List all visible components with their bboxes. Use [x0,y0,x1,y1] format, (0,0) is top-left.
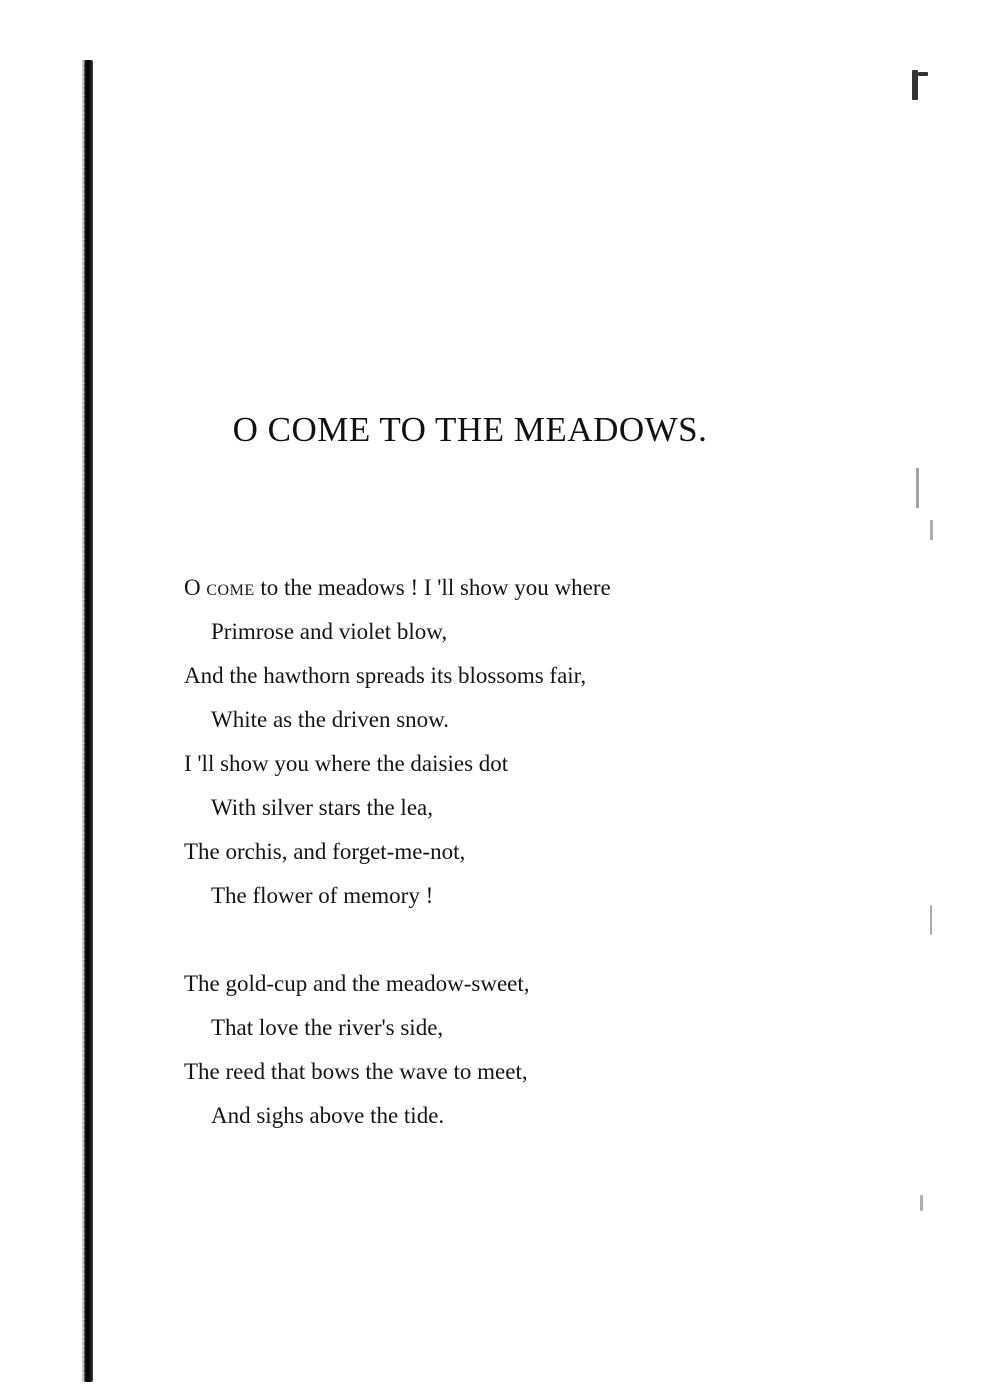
line-lead: O [184,575,207,600]
poem-line: That love the river's side, [211,1015,444,1040]
poem-line: With silver stars the lea, [211,795,433,820]
print-speck [916,468,919,508]
poem-line: White as the driven snow. [211,707,450,732]
poem-line: The flower of memory ! [211,883,434,908]
print-speck [920,1195,923,1211]
poem-line: I 'll show you where the daisies dot [184,751,509,776]
print-speck [930,905,932,935]
print-speck [930,520,933,540]
poem-line [184,566,824,610]
poem-line: The gold-cup and the meadow-sweet, [184,971,530,996]
poem-title: O COME TO THE MEADOWS. [232,410,708,449]
poem-body [184,566,824,1138]
stanza-break [184,918,824,962]
poem-line: And sighs above the tide. [211,1103,445,1128]
poem-line: And the hawthorn spreads its blossoms fair, [184,663,587,688]
print-speck [918,72,928,76]
poem-line: The reed that bows the wave to meet, [184,1059,528,1084]
line-rest: to the meadows ! I 'll show you where [254,575,611,600]
binding-gutter [84,60,93,1382]
line-smallcaps: come [206,575,255,600]
poem-line: Primrose and violet blow, [211,619,448,644]
poem-line: The orchis, and forget-me-not, [184,839,466,864]
